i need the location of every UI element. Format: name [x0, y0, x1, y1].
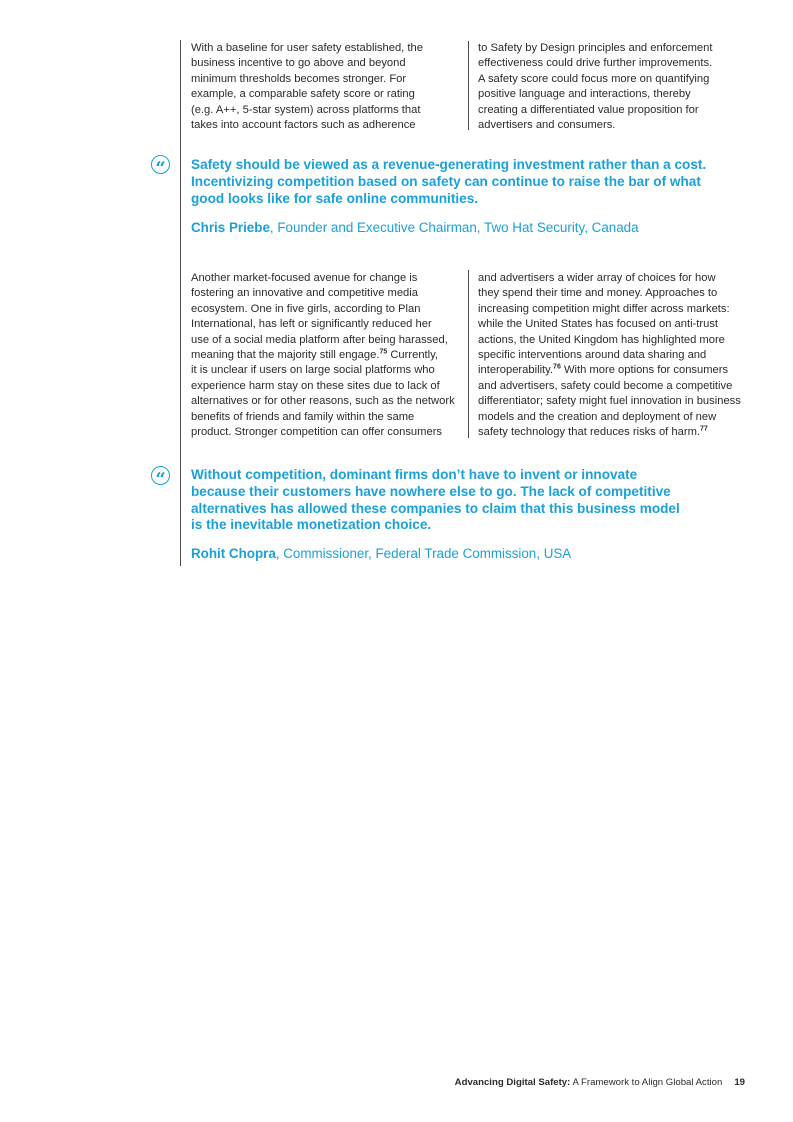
text-line: experience harm stay on these sites due to lack of [191, 379, 440, 392]
text-line: models and the creation and deployment of new [478, 410, 717, 423]
text-line: and advertisers a wider array of choices for how [478, 272, 716, 284]
pull-quote-1 [191, 157, 706, 207]
quote-icon: “ [151, 155, 170, 174]
pull-quote-2 [191, 467, 680, 534]
text-line: minimum thresholds becomes stronger. For [191, 72, 407, 85]
text-line: With a baseline for user safety established, the [191, 42, 423, 54]
text-line: differentiator; safety might fuel innovation in business [478, 395, 741, 408]
text-fragment: Currently, [387, 349, 439, 362]
text-line: they spend their time and money. Approaches to [478, 287, 718, 300]
text-fragment: interoperability. [478, 364, 554, 377]
text-line: takes into account factors such as adherence [191, 119, 416, 132]
text-fragment: meaning that the majority still engage. [191, 349, 380, 362]
quote-icon: “ [151, 466, 170, 485]
left-margin-rule [180, 40, 181, 566]
quote-attribution-2 [191, 546, 571, 562]
text-line: benefits of friends and family within the same [191, 410, 415, 423]
column-divider-1 [468, 41, 469, 130]
text-line: alternatives or for other reasons, such as the network [191, 395, 455, 408]
text-line: increasing competition might differ across markets: [478, 302, 730, 315]
quote-line: Incentivizing competition based on safety can continue to raise the bar of what [191, 173, 701, 189]
quote-attribution-1 [191, 220, 639, 236]
text-line: International, has left or significantly reduced her [191, 318, 432, 331]
column-divider-2 [468, 270, 469, 438]
footer-subtitle: A Framework to Align Global Action [570, 1077, 723, 1088]
quote-line: good looks like for safe online communities. [191, 190, 479, 206]
text-line [478, 425, 741, 440]
text-line: A safety score could focus more on quantifying [478, 72, 710, 85]
footnote-ref: 76 [553, 363, 561, 371]
quote-line: because their customers have nowhere else to go. The lack of competitive [191, 483, 671, 499]
quote-line: Safety should be viewed as a revenue-generating investment rather than a cost. [191, 157, 707, 172]
text-line: use of a social media platform after being harassed, [191, 333, 448, 346]
text-line: Another market-focused avenue for change is [191, 272, 418, 284]
block2-right-column [478, 271, 741, 440]
text-fragment: With more options for consumers [560, 364, 729, 377]
text-line: effectiveness could drive further improvements. [478, 57, 713, 70]
block2-left-column [191, 271, 455, 440]
text-fragment: safety technology that reduces risks of harm. [478, 426, 700, 439]
text-line: and advertisers, safety could become a competitive [478, 379, 733, 392]
page-number: 19 [734, 1077, 745, 1088]
text-line [191, 348, 455, 363]
text-line: while the United States has focused on anti-trust [478, 318, 719, 331]
attribution-name: Chris Priebe [191, 220, 270, 235]
text-line: to Safety by Design principles and enforcement [478, 42, 713, 54]
block1-right-column [478, 41, 712, 133]
text-line: positive language and interactions, thereby [478, 88, 691, 101]
text-line: example, a comparable safety score or rating [191, 88, 415, 101]
footnote-ref: 75 [379, 348, 388, 356]
text-line [478, 363, 741, 378]
text-line: product. Stronger competition can offer consumers [191, 426, 443, 439]
text-line: creating a differentiated value proposition for [478, 103, 699, 116]
text-line: it is unclear if users on large social platforms who [191, 364, 435, 377]
quote-line: Without competition, dominant firms don’t have to invent or innovate [191, 467, 638, 482]
text-line: specific interventions around data sharing and [478, 349, 707, 362]
page-footer [455, 1077, 745, 1088]
text-line: ecosystem. One in five girls, according to Plan [191, 302, 421, 315]
text-line: advertisers and consumers. [478, 119, 616, 132]
quote-line: alternatives has allowed these companies to claim that this business model [191, 500, 680, 516]
quote-line: is the inevitable monetization choice. [191, 517, 432, 533]
footer-title: Advancing Digital Safety: [454, 1077, 571, 1088]
text-line: actions, the United Kingdom has highlighted more [478, 333, 725, 346]
attribution-role: , Commissioner, Federal Trade Commission, USA [275, 546, 572, 561]
attribution-role: , Founder and Executive Chairman, Two Hat Security, Canada [269, 220, 639, 235]
attribution-name: Rohit Chopra [191, 546, 276, 561]
block1-left-column [191, 41, 423, 133]
text-line: (e.g. A++, 5-star system) across platforms that [191, 103, 421, 116]
text-line: fostering an innovative and competitive media [191, 287, 418, 300]
footnote-ref: 77 [700, 425, 708, 433]
text-line: business incentive to go above and beyond [191, 57, 406, 70]
